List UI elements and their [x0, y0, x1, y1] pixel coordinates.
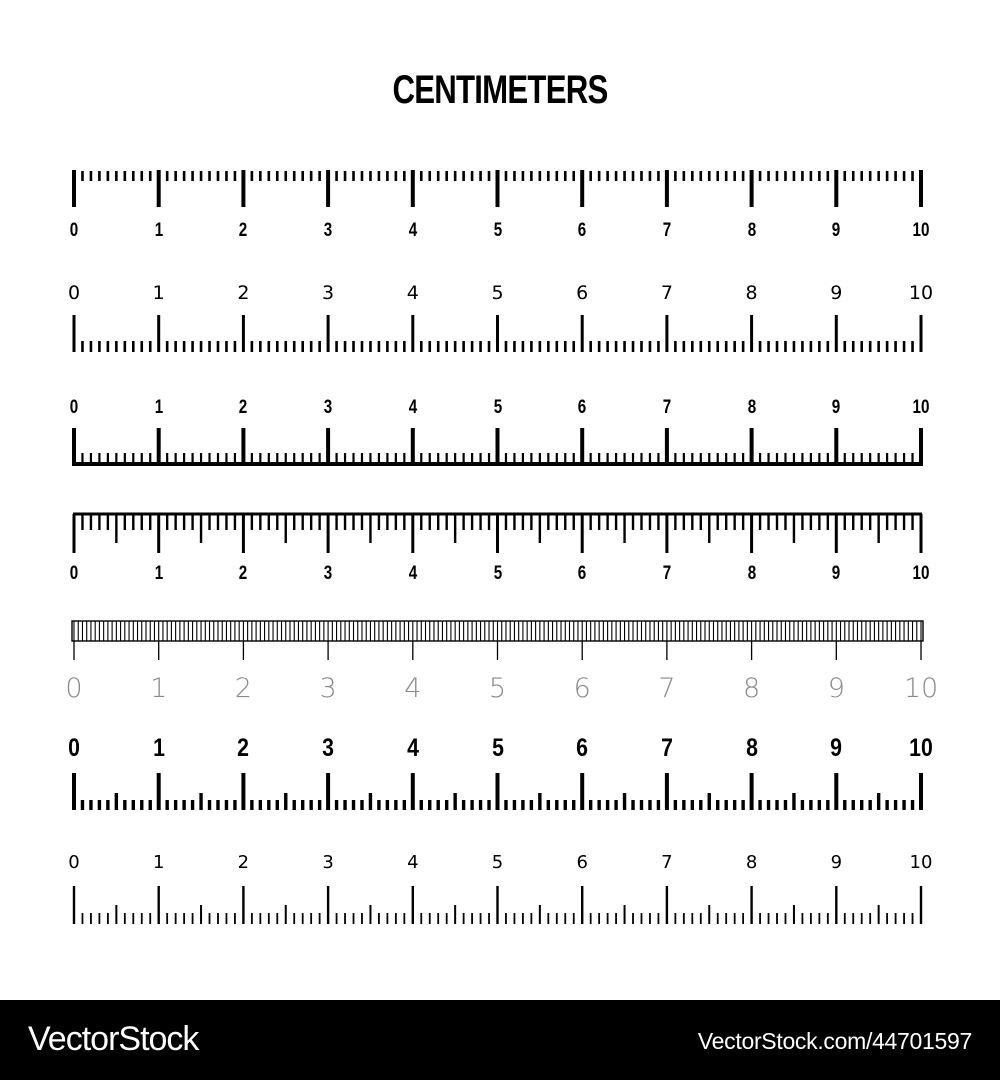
- ruler-5-label: 3: [319, 673, 337, 704]
- ruler-6-label: 7: [660, 734, 673, 762]
- ruler-5-label: 0: [65, 673, 83, 704]
- ruler-4-label: 6: [577, 563, 587, 584]
- ruler-3-label: 5: [493, 397, 502, 418]
- ruler-1-label: 8: [747, 220, 756, 241]
- ruler-2-label: 4: [406, 282, 419, 304]
- ruler-5-label: 4: [404, 673, 422, 704]
- ruler-5-label: 7: [658, 673, 676, 704]
- ruler-1-label: 9: [832, 220, 841, 241]
- ruler-4-label: 9: [832, 563, 841, 584]
- ruler-1-label: 10: [912, 220, 930, 241]
- ruler-2-label: 2: [237, 282, 250, 304]
- ruler-6-label: 5: [491, 734, 504, 762]
- page-title: CENTIMETERS: [392, 68, 608, 112]
- ruler-4-label: 8: [747, 563, 756, 584]
- ruler-4-label: 5: [493, 563, 502, 584]
- ruler-3-label: 3: [323, 397, 333, 418]
- ruler-7-label: 6: [576, 852, 588, 873]
- ruler-5-label: 10: [903, 673, 939, 704]
- ruler-1-label: 5: [493, 220, 502, 241]
- ruler-6-label: 2: [237, 734, 250, 762]
- ruler-2-label: 5: [491, 282, 504, 304]
- ruler-5-label: 6: [573, 673, 591, 704]
- ruler-6-label: 9: [830, 734, 843, 762]
- ruler-3-label: 7: [662, 397, 672, 418]
- footer-bar: [0, 1000, 1000, 1080]
- ruler-3-label: 6: [577, 397, 587, 418]
- ruler-7-label: 2: [237, 852, 250, 873]
- footer-brand-logo[interactable]: VectorStock: [28, 1020, 199, 1058]
- ruler-6-label: 8: [745, 734, 758, 762]
- ruler-7-label: 1: [152, 852, 165, 873]
- ruler-7-label: 3: [322, 852, 334, 873]
- ruler-2-label: 8: [745, 282, 758, 304]
- ruler-6-label: 0: [68, 734, 80, 762]
- ruler-2-label: 9: [830, 282, 843, 304]
- ruler-6-label: 3: [322, 734, 335, 762]
- ruler-5-label: 5: [488, 673, 507, 704]
- ruler-2-label: 7: [660, 282, 673, 304]
- ruler-7-label: 8: [745, 852, 758, 873]
- ruler-5-label: 8: [743, 673, 761, 704]
- ruler-4-label: 2: [239, 563, 248, 584]
- ruler-2-label: 3: [322, 282, 335, 304]
- ruler-4-label: 0: [69, 563, 79, 584]
- ruler-6-label: 6: [576, 734, 589, 762]
- ruler-7-label: 10: [909, 852, 933, 873]
- ruler-4-label: 3: [323, 563, 333, 584]
- ruler-4-label: 4: [408, 563, 418, 584]
- ruler-6-label: 4: [406, 734, 419, 762]
- ruler-5-label: 9: [827, 673, 845, 704]
- ruler-3-label: 9: [832, 397, 841, 418]
- ruler-1-label: 2: [239, 220, 248, 241]
- ruler-7-label: 0: [68, 852, 80, 873]
- ruler-2-label: 6: [576, 282, 589, 304]
- ruler-3-label: 2: [239, 397, 248, 418]
- ruler-3-label: 10: [912, 397, 930, 418]
- ruler-6-label: 1: [152, 734, 165, 762]
- ruler-3-label: 1: [154, 397, 163, 418]
- ruler-1-label: 3: [323, 220, 333, 241]
- ruler-7-label: 7: [661, 852, 673, 873]
- ruler-4-label: 10: [912, 563, 930, 584]
- ruler-3-label: 8: [747, 397, 756, 418]
- ruler-2-label: 10: [908, 282, 934, 304]
- ruler-1-label: 6: [577, 220, 587, 241]
- ruler-1-label: 0: [69, 220, 79, 241]
- ruler-4-label: 7: [662, 563, 672, 584]
- ruler-7-label: 9: [830, 852, 843, 873]
- ruler-1-label: 1: [154, 220, 163, 241]
- ruler-2-label: 0: [67, 282, 81, 304]
- ruler-7-label: 5: [491, 852, 504, 873]
- footer-image-url[interactable]: VectorStock.com/44701597: [697, 1028, 972, 1054]
- ruler-6-label: 10: [909, 734, 933, 762]
- ruler-3-label: 0: [69, 397, 79, 418]
- ruler-1-label: 4: [408, 220, 418, 241]
- ruler-2-label: 1: [152, 282, 165, 304]
- ruler-4-label: 1: [154, 563, 163, 584]
- ruler-3-label: 4: [408, 397, 418, 418]
- ruler-5-label: 1: [150, 673, 168, 704]
- ruler-7-label: 4: [407, 852, 419, 873]
- ruler-1-label: 7: [662, 220, 672, 241]
- ruler-5-label: 2: [234, 673, 252, 704]
